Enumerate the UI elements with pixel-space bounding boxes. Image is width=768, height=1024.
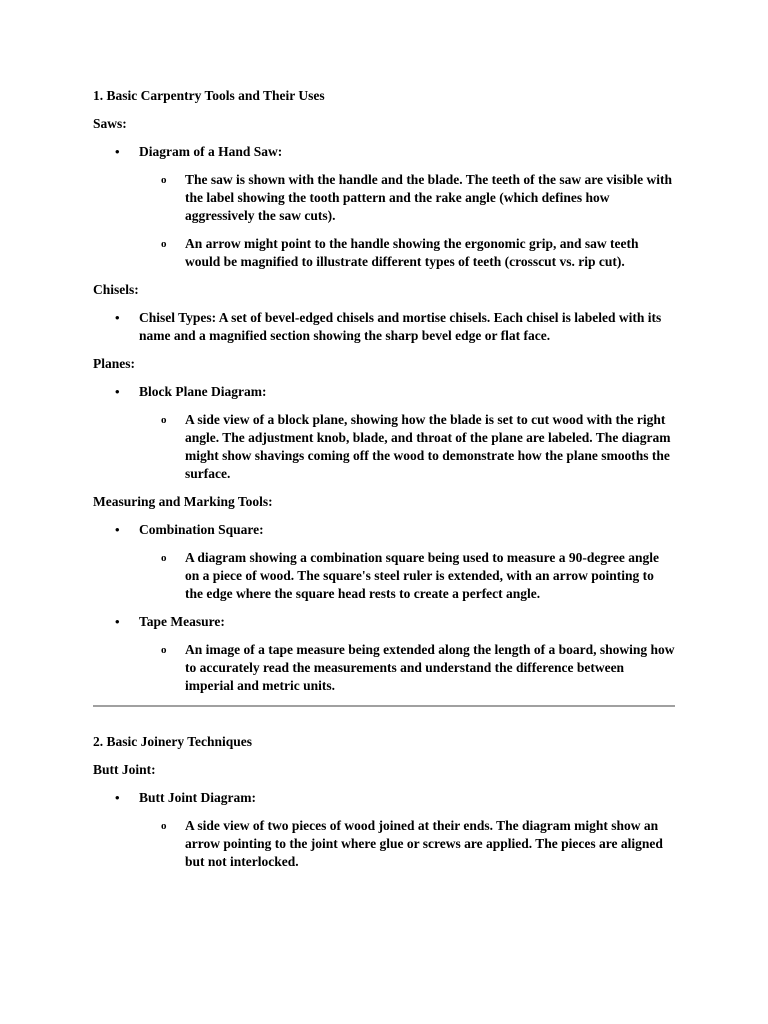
bullet-icon: •: [115, 144, 120, 159]
chisels-heading: Chisels:: [93, 282, 139, 297]
bullet-icon: •: [115, 790, 120, 805]
section-divider: [93, 705, 675, 707]
bullet-icon: •: [115, 310, 120, 325]
list-item: [93, 613, 675, 695]
saws-list: [93, 143, 675, 271]
list-item: [93, 521, 675, 603]
list-item: [139, 171, 675, 225]
circle-bullet-icon: o: [161, 820, 167, 832]
butt-joint-heading: Butt Joint:: [93, 762, 156, 777]
list-item-text: The saw is shown with the handle and the blade. The teeth of the saw are visible with the label showing the tooth pattern and the rake angle (which defines how aggressively the saw cuts).: [185, 172, 673, 223]
list-item: [139, 549, 675, 603]
chisels-list: [93, 309, 675, 345]
combination-square-sublist: [139, 549, 675, 603]
butt-joint-sublist: [139, 817, 675, 871]
hand-saw-diagram-label: Diagram of a Hand Saw:: [139, 144, 283, 159]
section-1-title: 1. Basic Carpentry Tools and Their Uses: [93, 88, 325, 103]
list-item-text: A diagram showing a combination square being used to measure a 90-degree angle on a piece of wood. The square's steel ruler is extended, with an arrow pointing to the edge where the square head rests to create a perfect angle.: [185, 550, 660, 601]
planes-heading: Planes:: [93, 356, 135, 371]
list-item: [93, 143, 675, 271]
circle-bullet-icon: o: [161, 174, 167, 186]
block-plane-diagram-label: Block Plane Diagram:: [139, 384, 267, 399]
circle-bullet-icon: o: [161, 644, 167, 656]
circle-bullet-icon: o: [161, 414, 167, 426]
bullet-icon: •: [115, 614, 120, 629]
saws-heading: Saws:: [93, 116, 127, 131]
list-item-text: A side view of two pieces of wood joined at their ends. The diagram might show an arrow pointing to the joint where glue or screws are applied. The pieces are aligned but not interlocked.: [185, 818, 663, 869]
measuring-list: [93, 521, 675, 695]
tape-measure-label: Tape Measure:: [139, 614, 225, 629]
combination-square-label: Combination Square:: [139, 522, 264, 537]
hand-saw-sublist: [139, 171, 675, 271]
list-item: [139, 641, 675, 695]
list-item: [139, 817, 675, 871]
list-item: [139, 411, 675, 483]
document-page: [93, 87, 675, 881]
planes-list: [93, 383, 675, 483]
circle-bullet-icon: o: [161, 238, 167, 250]
list-item-text: Chisel Types: A set of bevel-edged chisels and mortise chisels. Each chisel is labeled with its name and a magnified section showing the sharp bevel edge or flat face.: [139, 310, 662, 343]
block-plane-sublist: [139, 411, 675, 483]
measuring-heading: Measuring and Marking Tools:: [93, 494, 273, 509]
list-item-text: A side view of a block plane, showing how the blade is set to cut wood with the right angle. The adjustment knob, blade, and throat of the plane are labeled. The diagram might show shavings coming off the wood to demonstrate how the plane smooths the surface.: [185, 412, 671, 481]
list-item-text: An arrow might point to the handle showing the ergonomic grip, and saw teeth would be magnified to illustrate different types of teeth (crosscut vs. rip cut).: [185, 236, 639, 269]
list-item: [93, 789, 675, 871]
list-item-text: An image of a tape measure being extended along the length of a board, showing how to accurately read the measurements and understand the difference between imperial and metric units.: [185, 642, 675, 693]
tape-measure-sublist: [139, 641, 675, 695]
list-item: [93, 309, 675, 345]
butt-joint-diagram-label: Butt Joint Diagram:: [139, 790, 256, 805]
section-2-title: 2. Basic Joinery Techniques: [93, 734, 253, 749]
bullet-icon: •: [115, 384, 120, 399]
bullet-icon: •: [115, 522, 120, 537]
circle-bullet-icon: o: [161, 552, 167, 564]
list-item: [139, 235, 675, 271]
butt-joint-list: [93, 789, 675, 871]
list-item: [93, 383, 675, 483]
